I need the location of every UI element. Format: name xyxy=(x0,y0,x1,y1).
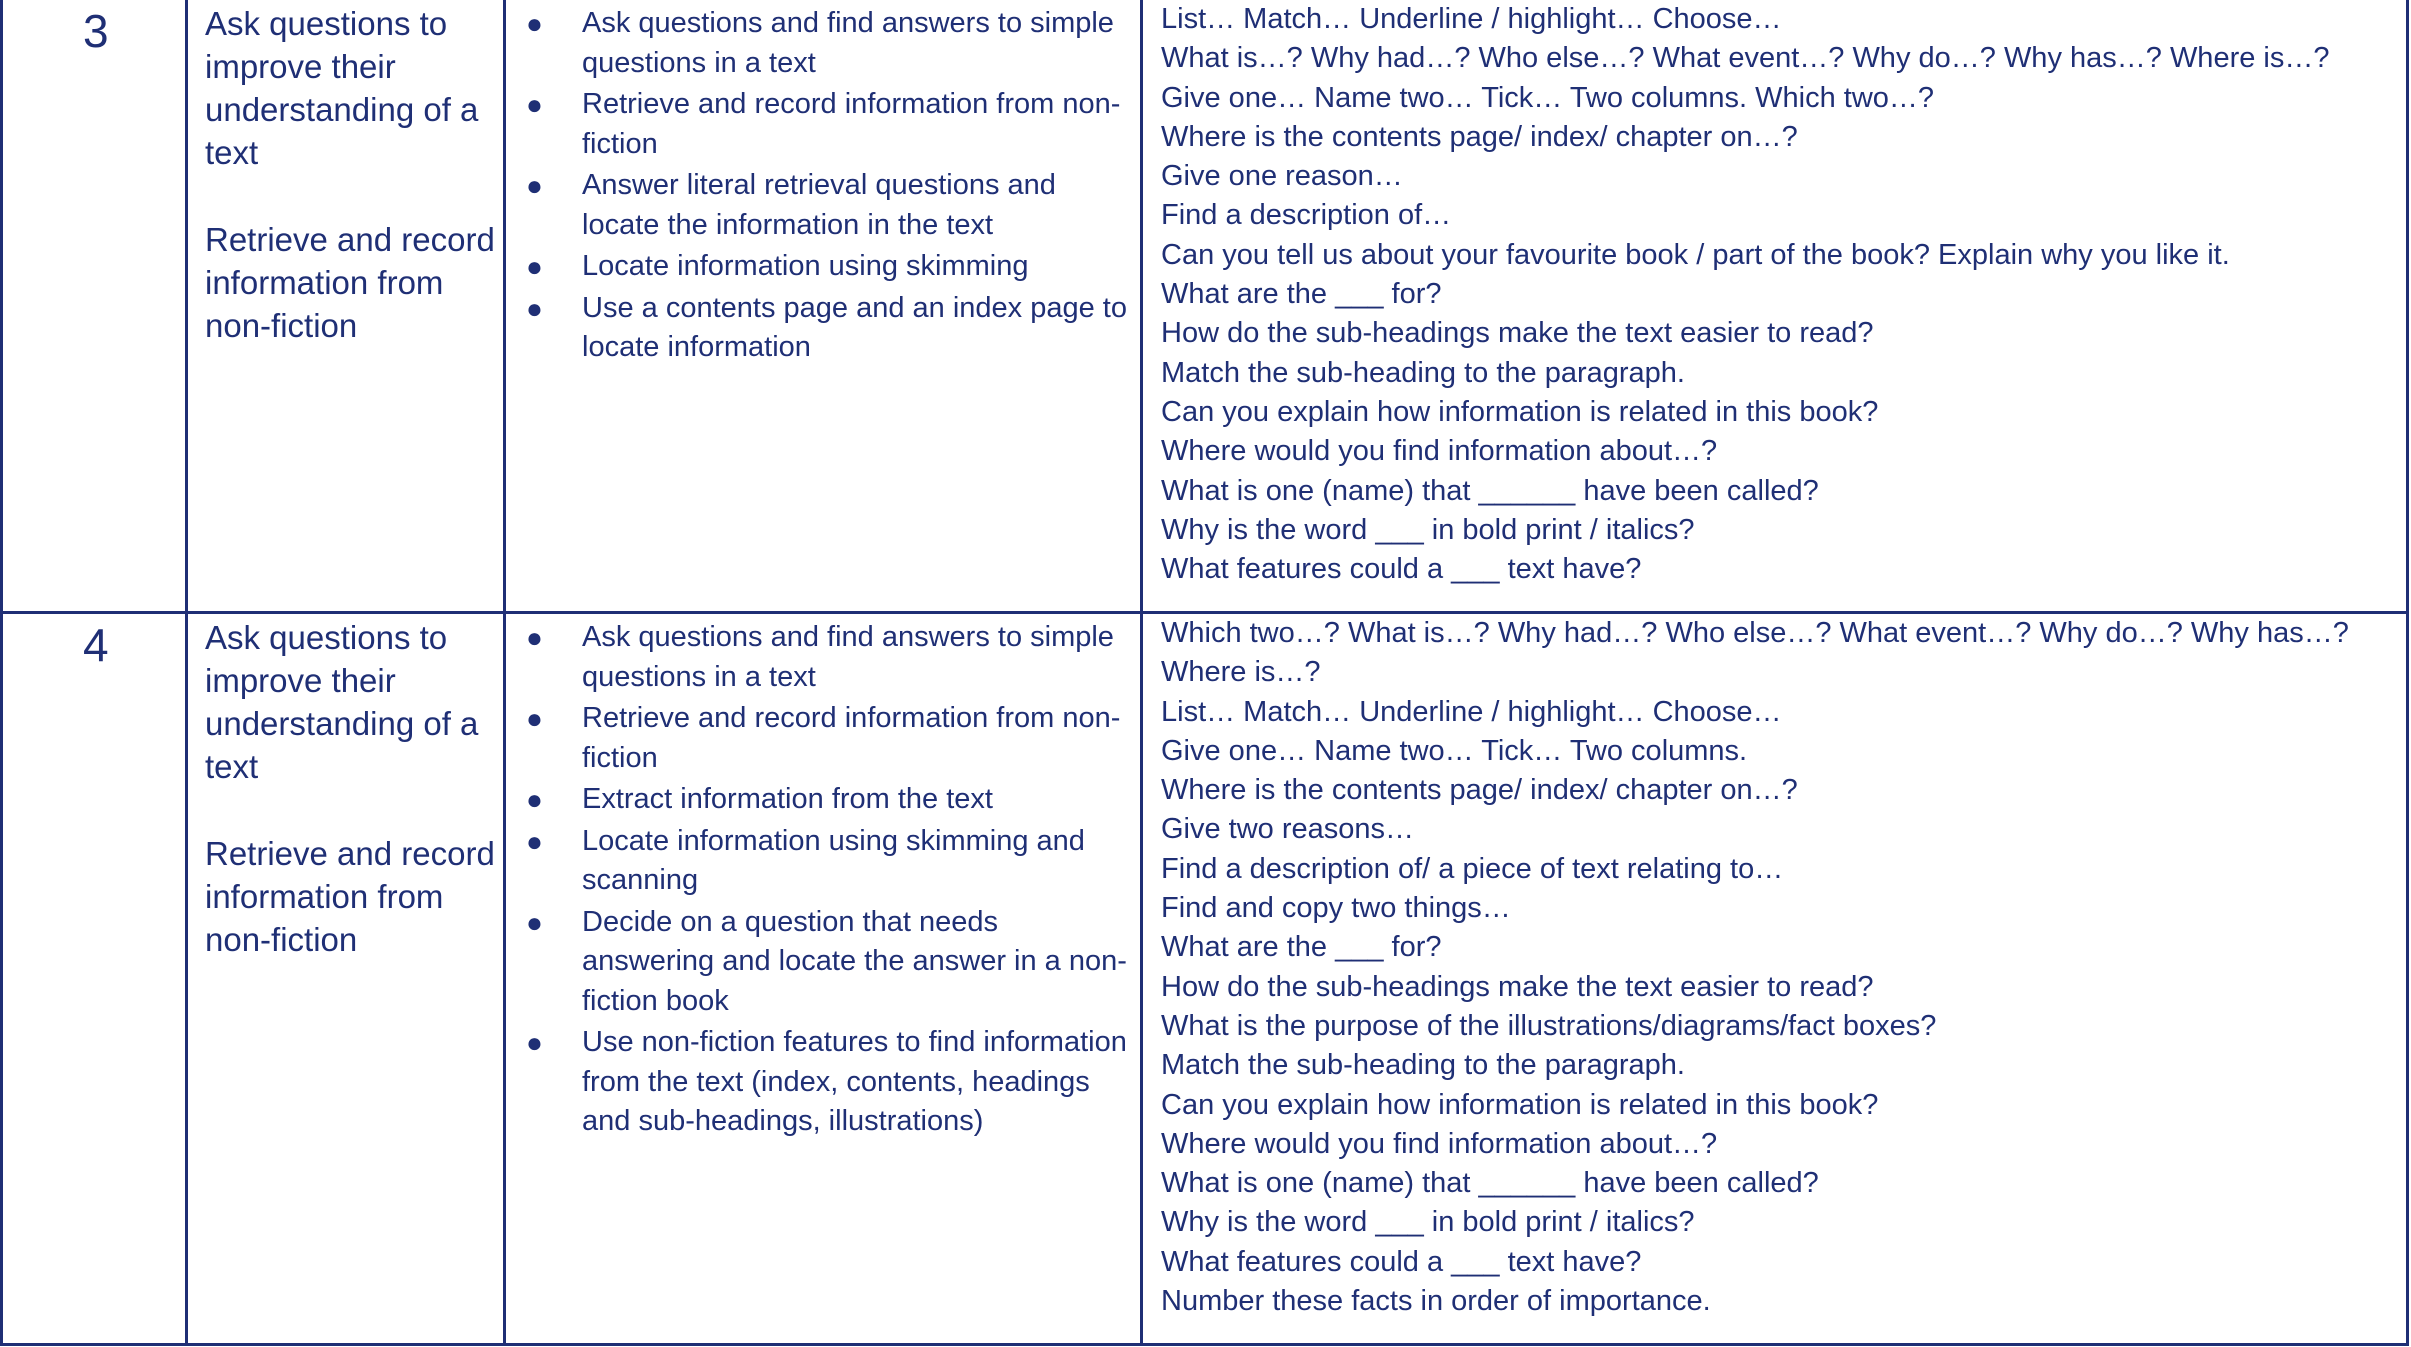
skill-text: Use a contents page and an index page to locate information xyxy=(582,291,1127,363)
bullet-icon: ● xyxy=(526,8,543,39)
question-stem: What features could a ___ text have? xyxy=(1161,1245,1642,1278)
skills-cell xyxy=(506,0,1143,611)
year-cell xyxy=(3,614,188,1343)
question-stem: What are the ___ for? xyxy=(1161,931,1442,964)
question-stem: How do the sub-headings make the text easier to read? xyxy=(1161,317,1874,350)
bullet-icon: ● xyxy=(526,622,543,653)
question-stems-cell xyxy=(1143,614,2406,1343)
skill-text: Ask questions and find answers to simple questions in a text xyxy=(582,7,1114,79)
question-stems-list xyxy=(1161,614,2396,1321)
question-stem: List… Match… Underline / highlight… Choose… xyxy=(1161,3,1782,35)
question-stem: Can you tell us about your favourite book / part of the book? Explain why you like it. xyxy=(1161,238,2230,271)
list-item xyxy=(506,289,1130,368)
bullet-icon: ● xyxy=(526,825,543,857)
question-stem: Give one reason… xyxy=(1161,160,1403,193)
question-stem: Number these facts in order of importance. xyxy=(1161,1285,1711,1318)
bullet-icon: ● xyxy=(526,251,543,282)
bullet-icon: ● xyxy=(526,906,543,938)
list-item xyxy=(506,166,1130,245)
year-cell xyxy=(3,0,188,611)
question-stem: What are the ___ for? xyxy=(1161,278,1442,311)
question-stem: Find and copy two things… xyxy=(1161,892,1511,925)
question-stem: Which two…? What is…? Why had…? Who else…? What event…? Why do…? Why has…? xyxy=(1161,617,2349,649)
question-stem: Give one… Name two… Tick… Two columns. Which two…? xyxy=(1161,81,1935,114)
question-stem: Where is the contents page/ index/ chapter on…? xyxy=(1161,120,1798,153)
question-stem: What features could a ___ text have? xyxy=(1161,553,1642,586)
objectives-cell xyxy=(188,0,506,611)
question-stem: What is one (name) that ______ have been called? xyxy=(1161,474,1819,507)
objectives-cell xyxy=(188,614,506,1343)
question-stem: Why is the word ___ in bold print / italics? xyxy=(1161,513,1695,546)
objective-retrieve-text: Retrieve and record information from non-fiction xyxy=(205,221,495,344)
bullet-icon: ● xyxy=(526,703,543,734)
question-stem: Find a description of… xyxy=(1161,199,1452,232)
skill-text: Retrieve and record information from non-fiction xyxy=(582,702,1121,774)
list-item xyxy=(506,822,1130,901)
question-stem: What is…? Why had…? Who else…? What event…? Why do…? Why has…? Where is…? xyxy=(1161,42,2330,75)
bullet-icon: ● xyxy=(526,1027,543,1058)
list-item xyxy=(506,247,1130,287)
question-stems-cell xyxy=(1143,0,2406,611)
skill-text: Extract information from the text xyxy=(582,783,993,815)
list-item xyxy=(506,4,1130,83)
list-item xyxy=(506,903,1130,1022)
skill-text: Decide on a question that needs answering and locate the answer in a non-fiction book xyxy=(582,905,1127,1017)
question-stem: Give two reasons… xyxy=(1161,813,1415,846)
list-item xyxy=(506,780,1130,820)
skill-text: Retrieve and record information from non-fiction xyxy=(582,88,1121,160)
objective-retrieve-text: Retrieve and record information from non-fiction xyxy=(205,835,495,958)
question-stem: How do the sub-headings make the text easier to read? xyxy=(1161,970,1874,1003)
question-stem: Where would you find information about…? xyxy=(1161,1127,1718,1160)
bullet-icon: ● xyxy=(526,292,543,324)
skill-text: Locate information using skimming and scanning xyxy=(582,824,1085,896)
skill-text: Use non-fiction features to find information from the text (index, contents, headings and sub-headings, illustrations) xyxy=(582,1026,1127,1137)
question-stem: Find a description of/ a piece of text relating to… xyxy=(1161,852,1784,885)
skill-text: Locate information using skimming xyxy=(582,250,1029,282)
bullet-icon: ● xyxy=(526,784,543,815)
year-number: 4 xyxy=(83,619,109,671)
table-row xyxy=(3,614,2406,1343)
question-stem: Can you explain how information is related in this book? xyxy=(1161,395,1879,428)
question-stem: Match the sub-heading to the paragraph. xyxy=(1161,356,1685,389)
bullet-icon: ● xyxy=(526,170,543,201)
question-stem: Where is the contents page/ index/ chapter on…? xyxy=(1161,774,1798,807)
list-item xyxy=(506,618,1130,697)
question-stem: Match the sub-heading to the paragraph. xyxy=(1161,1049,1685,1082)
skill-text: Answer literal retrieval questions and locate the information in the text xyxy=(582,169,1056,241)
list-item xyxy=(506,699,1130,778)
skill-text: Ask questions and find answers to simple questions in a text xyxy=(582,621,1114,693)
question-stem: List… Match… Underline / highlight… Choose… xyxy=(1161,695,1782,728)
question-stem: What is the purpose of the illustrations/diagrams/fact boxes? xyxy=(1161,1009,1937,1042)
question-stem: Where is…? xyxy=(1161,656,1321,689)
list-item xyxy=(506,85,1130,164)
list-item xyxy=(506,1023,1130,1142)
objective-question-text: Ask questions to improve their understanding of a text xyxy=(205,5,479,171)
question-stem: Can you explain how information is related in this book? xyxy=(1161,1088,1879,1121)
skills-cell xyxy=(506,614,1143,1343)
question-stems-list xyxy=(1161,0,2396,589)
bullet-icon: ● xyxy=(526,89,543,120)
question-stem: Where would you find information about…? xyxy=(1161,435,1718,468)
table-row xyxy=(3,0,2406,614)
objective-question-text: Ask questions to improve their understanding of a text xyxy=(205,619,479,785)
question-stem: Why is the word ___ in bold print / italics? xyxy=(1161,1206,1695,1239)
skills-list xyxy=(506,618,1130,1144)
question-stem: What is one (name) that ______ have been called? xyxy=(1161,1167,1819,1200)
skills-list xyxy=(506,4,1130,370)
question-stem: Give one… Name two… Tick… Two columns. xyxy=(1161,734,1748,767)
year-number: 3 xyxy=(83,5,109,57)
